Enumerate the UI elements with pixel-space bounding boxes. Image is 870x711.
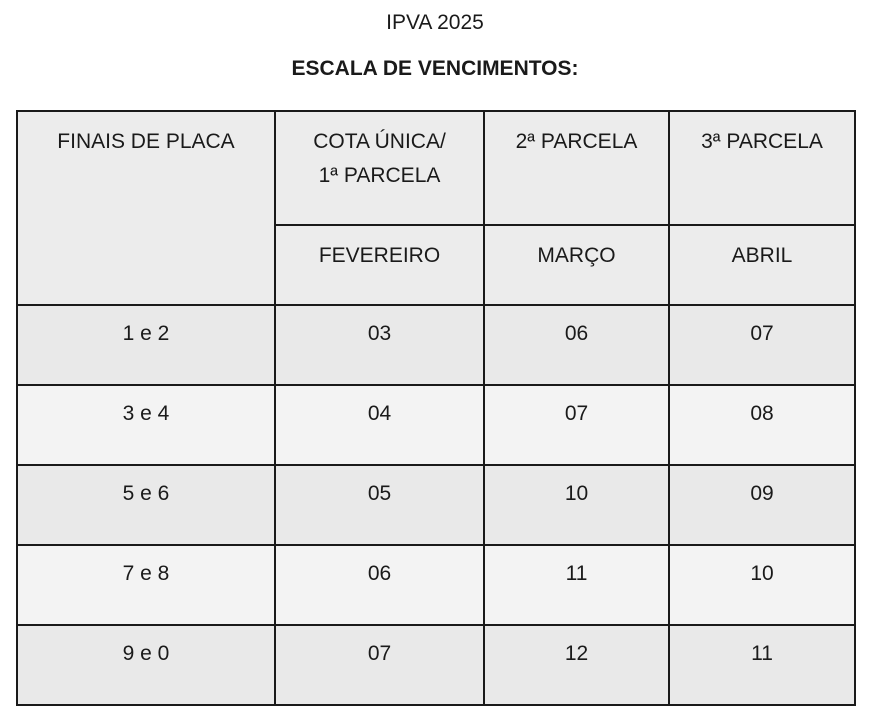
column-header-single-quota: COTA ÚNICA/ 1ª PARCELA	[275, 111, 484, 225]
due-day-cell: 10	[484, 465, 669, 545]
due-day-cell: 06	[275, 545, 484, 625]
column-header-second-installment: 2ª PARCELA	[484, 111, 669, 225]
plate-endings-cell: 9 e 0	[17, 625, 275, 705]
table-row	[17, 465, 855, 545]
due-day-cell: 08	[669, 385, 855, 465]
month-label: FEVEREIRO	[275, 225, 484, 305]
column-header-plate-endings: FINAIS DE PLACA	[17, 111, 275, 305]
due-day-cell: 05	[275, 465, 484, 545]
table-row	[17, 305, 855, 385]
due-day-cell: 07	[669, 305, 855, 385]
table-row	[17, 385, 855, 465]
due-day-cell: 11	[484, 545, 669, 625]
plate-endings-cell: 7 e 8	[17, 545, 275, 625]
table-header-row	[17, 111, 855, 225]
month-label: ABRIL	[669, 225, 855, 305]
due-date-table	[16, 110, 856, 706]
month-label: MARÇO	[484, 225, 669, 305]
plate-endings-cell: 1 e 2	[17, 305, 275, 385]
page-subtitle: ESCALA DE VENCIMENTOS:	[291, 57, 579, 80]
page-title: IPVA 2025	[386, 11, 484, 34]
plate-endings-cell: 5 e 6	[17, 465, 275, 545]
plate-endings-cell: 3 e 4	[17, 385, 275, 465]
column-header-third-installment: 3ª PARCELA	[669, 111, 855, 225]
due-day-cell: 11	[669, 625, 855, 705]
due-day-cell: 07	[484, 385, 669, 465]
due-day-cell: 03	[275, 305, 484, 385]
due-day-cell: 06	[484, 305, 669, 385]
table-row	[17, 625, 855, 705]
due-day-cell: 10	[669, 545, 855, 625]
due-day-cell: 04	[275, 385, 484, 465]
due-day-cell: 12	[484, 625, 669, 705]
table-row	[17, 545, 855, 625]
due-day-cell: 09	[669, 465, 855, 545]
due-day-cell: 07	[275, 625, 484, 705]
